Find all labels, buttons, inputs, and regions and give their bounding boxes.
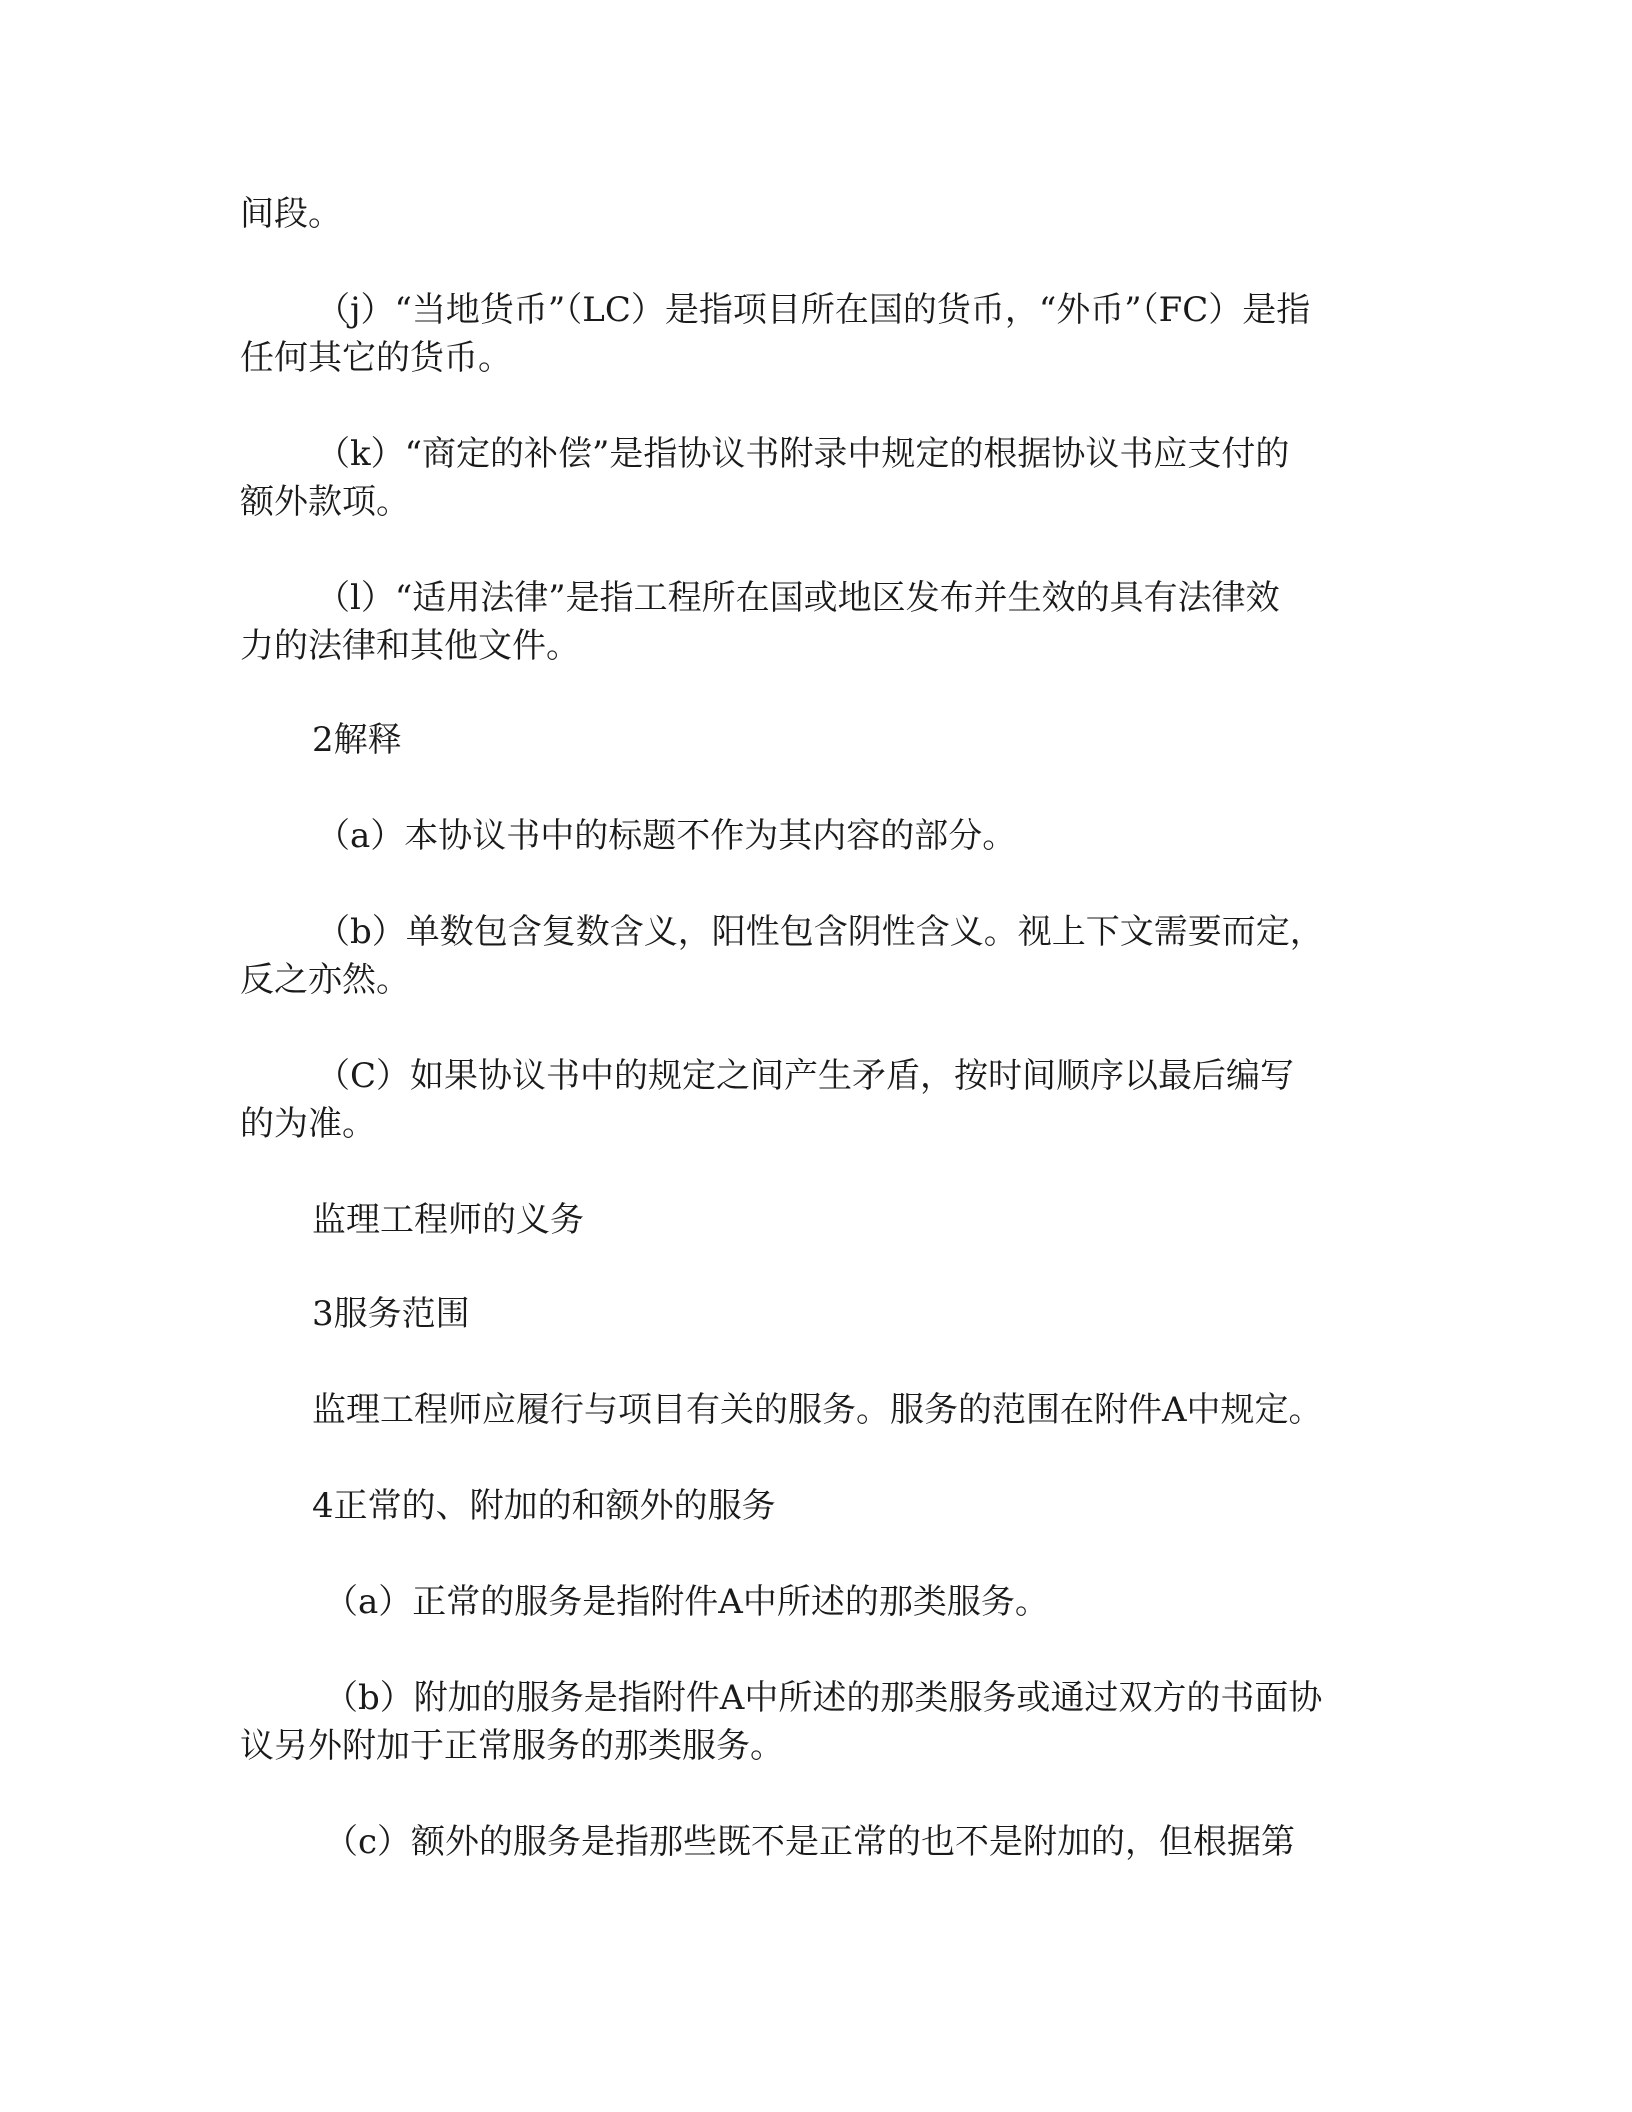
text-line: （c）额外的服务是指那些既不是正常的也不是附加的，但根据第 (324, 1822, 1296, 1862)
text-line: （k）“商定的补偿”是指协议书附录中规定的根据协议书应支付的 (316, 434, 1290, 474)
section-heading: 监理工程师的义务 (312, 1200, 584, 1240)
text-line: 的为准。 (240, 1104, 376, 1144)
text-line: 任何其它的货币。 (240, 338, 512, 378)
text-line: 额外款项。 (240, 482, 410, 522)
text-line: （a）正常的服务是指附件A中所述的那类服务。 (324, 1582, 1049, 1622)
section-heading: 2解释 (312, 720, 402, 760)
text-line: 反之亦然。 (240, 960, 410, 1000)
text-line: （l）“适用法律”是指工程所在国或地区发布并生效的具有法律效 (316, 578, 1280, 618)
text-line: 议另外附加于正常服务的那类服务。 (240, 1726, 784, 1766)
text-line: （j）“当地货币”（LC）是指项目所在国的货币，“外币”（FC）是指 (316, 290, 1311, 330)
section-heading: 3服务范围 (312, 1294, 470, 1334)
text-line: 监理工程师应履行与项目有关的服务。服务的范围在附件A中规定。 (312, 1390, 1323, 1430)
text-line: 力的法律和其他文件。 (240, 626, 580, 666)
section-heading: 4正常的、附加的和额外的服务 (312, 1486, 776, 1526)
text-line: （b）单数包含复数含义，阳性包含阴性含义。视上下文需要而定， (316, 912, 1324, 952)
text-line: 间段。 (240, 194, 342, 234)
text-line: （a）本协议书中的标题不作为其内容的部分。 (316, 816, 1017, 856)
text-line: （b）附加的服务是指附件A中所述的那类服务或通过双方的书面协 (324, 1678, 1323, 1718)
text-line: （C）如果协议书中的规定之间产生矛盾，按时间顺序以最后编写 (316, 1056, 1295, 1096)
